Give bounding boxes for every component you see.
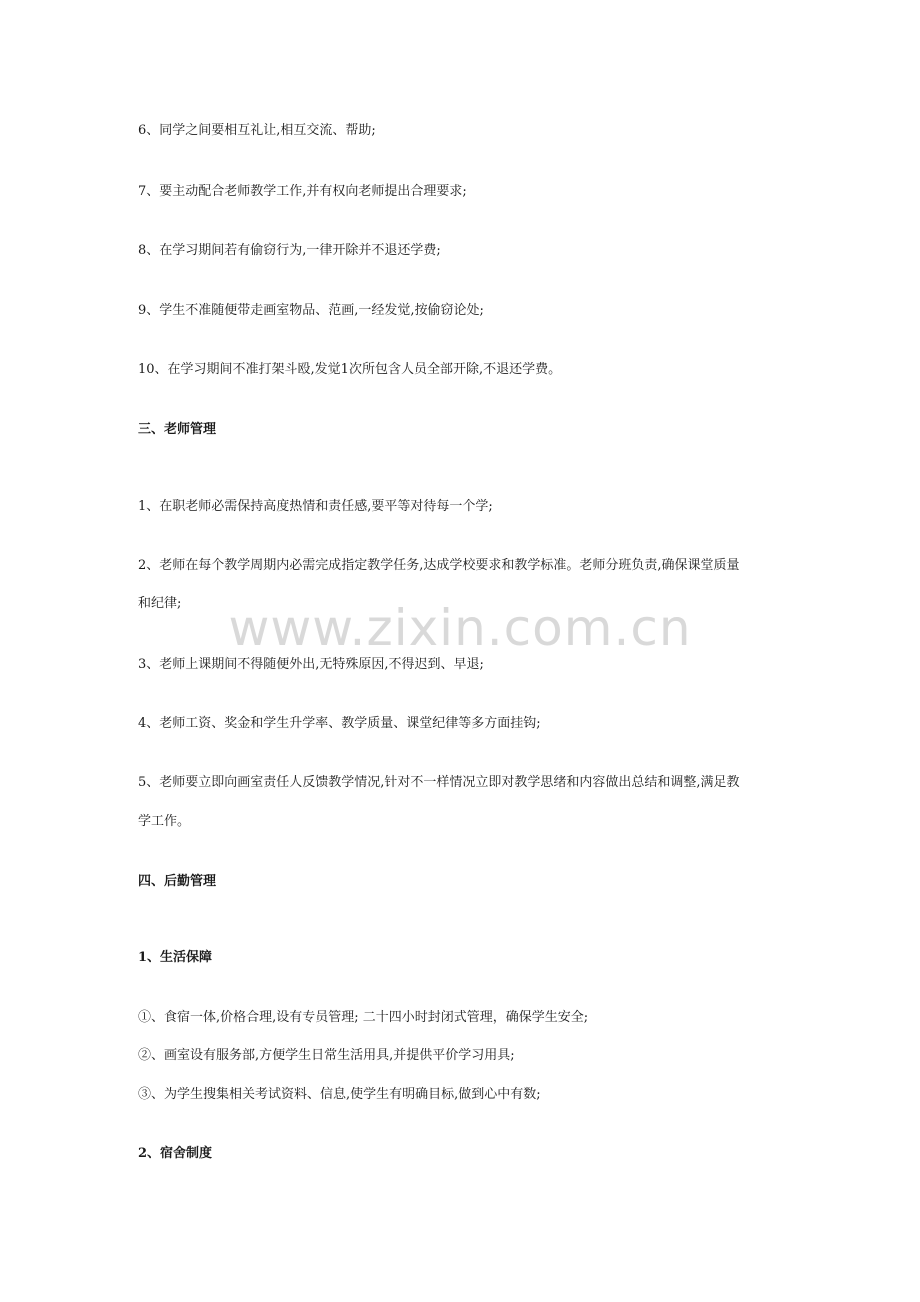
rule-item-6: 6、同学之间要相互礼让,相互交流、帮助; (138, 123, 376, 138)
rule-item-8: 8、在学习期间若有偷窃行为,一律开除并不退还学费; (138, 243, 441, 258)
teacher-rule-2: 2、老师在每个教学周期内必需完成指定教学任务,达成学校要求和教学标准。老师分班负责,确保课堂质量 (138, 558, 740, 573)
watermark: www.zixin.com.cn (228, 599, 692, 657)
subheading-dormitory-rules: 2、宿舍制度 (138, 1146, 213, 1161)
teacher-rule-3: 3、老师上课期间不得随便外出,无特殊原因,不得迟到、早退; (138, 657, 484, 672)
rule-item-7: 7、要主动配合老师教学工作,并有权向老师提出合理要求; (138, 184, 467, 199)
subheading-living-support: 1、生活保障 (138, 950, 213, 965)
rule-item-10: 10、在学习期间不准打架斗殴,发觉1次所包含人员全部开除,不退还学费。 (138, 362, 562, 377)
teacher-rule-5-continuation: 学工作。 (138, 814, 191, 829)
teacher-rule-1: 1、在职老师必需保持高度热情和责任感,要平等对待每一个学; (138, 499, 493, 514)
living-support-item-2: ②、画室设有服务部,方便学生日常生活用具,并提供平价学习用具; (138, 1048, 515, 1063)
living-support-item-1: ①、食宿一体,价格合理,设有专员管理; 二十四小时封闭式管理，确保学生安全; (138, 1010, 589, 1025)
section-heading-logistics-management: 四、后勤管理 (138, 874, 217, 889)
teacher-rule-5: 5、老师要立即向画室责任人反馈教学情况,针对不一样情况立即对教学思绪和内容做出总结和调整,满足教 (138, 775, 740, 790)
living-support-item-3: ③、为学生搜集相关考试资料、信息,使学生有明确目标,做到心中有数; (138, 1087, 541, 1102)
teacher-rule-4: 4、老师工资、奖金和学生升学率、教学质量、课堂纪律等多方面挂钩; (138, 716, 541, 731)
rule-item-9: 9、学生不准随便带走画室物品、范画,一经发觉,按偷窃论处; (138, 303, 484, 318)
teacher-rule-2-continuation: 和纪律; (138, 596, 182, 611)
section-heading-teacher-management: 三、老师管理 (138, 422, 217, 437)
